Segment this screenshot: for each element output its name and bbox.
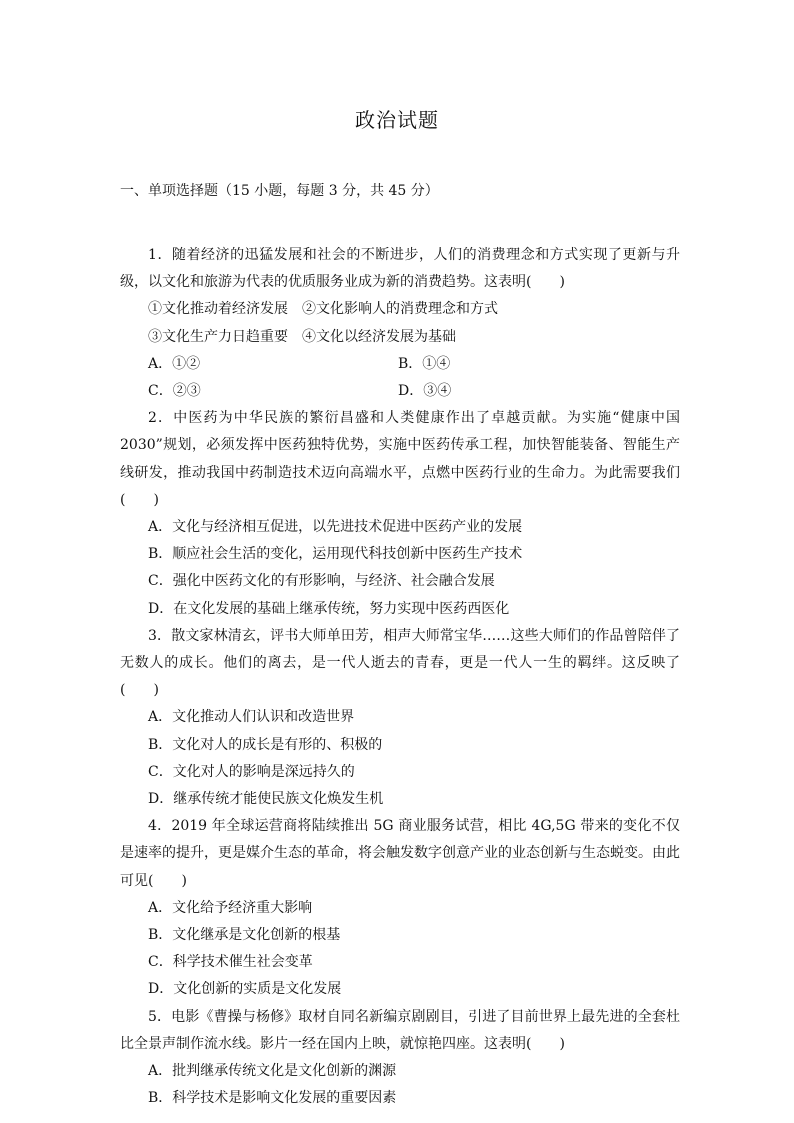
question-5-option-a: A．批判继承传统文化是文化创新的渊源 — [148, 1063, 397, 1080]
question-4-stem: 4．2019 年全球运营商将陆续推出 5G 商业服务试营，相比 4G,5G 带来的变化不仅是速率的提升，更是媒介生态的革命，将会触发数字创意产业的业态创新与生态蜕变。由此可见( ) — [120, 818, 680, 889]
question-2-option-b: B．顺应社会生活的变化，运用现代科技创新中医药生产技术 — [148, 546, 523, 563]
question-2-option-a: A．文化与经济相互促进，以先进技术促进中医药产业的发展 — [148, 519, 523, 536]
question-4-option-b: B．文化继承是文化创新的根基 — [148, 927, 341, 944]
question-2-option-c: C．强化中医药文化的有形影响，与经济、社会融合发展 — [148, 573, 495, 590]
question-3-stem: 3．散文家林清玄，评书大师单田芳，相声大师常宝华……这些大师们的作品曾陪伴了无数人的成长。他们的离去，是一代人逝去的青春，更是一代人一生的羁绊。这反映了( ) — [120, 627, 680, 699]
question-4-option-c: C．科学技术催生社会变革 — [148, 954, 313, 971]
question-2-stem: 2．中医药为中华民族的繁衍昌盛和人类健康作出了卓越贡献。为实施“健康中国 2030”规划，必须发挥中医药独特优势，实施中医药传承工程，加快智能装备、智能生产线研发，推动我国中药制造技术迈向高端水平，点燃中医药行业的生命力。为此需要我们( ) — [120, 410, 680, 508]
question-5-stem: 5．电影《曹操与杨修》取材自同名新编京剧剧目，引进了目前世界上最先进的全套杜比全景声制作流水线。影片一经在国内上映，就惊艳四座。这表明( ) — [120, 1008, 680, 1052]
question-3-option-a: A．文化推动人们认识和改造世界 — [148, 709, 355, 726]
question-1-option-b: B．①④ — [398, 355, 451, 372]
question-1-option-c: C．②③ — [148, 383, 201, 400]
question-1-statements-2: ③文化生产力日趋重要 ④文化以经济发展为基础 — [148, 328, 456, 345]
question-3-option-d: D．继承传统才能使民族文化焕发生机 — [148, 791, 384, 808]
question-5-option-b: B．科学技术是影响文化发展的重要因素 — [148, 1090, 397, 1107]
question-1-statements-1: ①文化推动着经济发展 ②文化影响人的消费理念和方式 — [148, 301, 498, 318]
question-1-stem: 1．随着经济的迅猛发展和社会的不断进步，人们的消费理念和方式实现了更新与升级，以文化和旅游为代表的优质服务业成为新的消费趋势。这表明( ) — [120, 247, 680, 291]
question-3-option-b: B．文化对人的成长是有形的、积极的 — [148, 736, 383, 753]
question-4-option-d: D．文化创新的实质是文化发展 — [148, 981, 342, 998]
question-list — [120, 242, 680, 1113]
question-1-option-a: A．①② — [148, 355, 201, 372]
section-heading: 一、单项选择题（15 小题，每题 3 分，共 45 分） — [120, 183, 439, 199]
question-4-option-a: A．文化给予经济重大影响 — [148, 899, 313, 916]
question-2-option-d: D．在文化发展的基础上继承传统，努力实现中医药西医化 — [148, 600, 510, 617]
question-1-options-row-2 — [120, 378, 680, 405]
question-1-options-row-1 — [120, 351, 680, 378]
page-title: 政治试题 — [355, 108, 439, 132]
question-1-option-d: D．③④ — [398, 383, 452, 400]
question-3-option-c: C．文化对人的影响是深远持久的 — [148, 763, 355, 780]
